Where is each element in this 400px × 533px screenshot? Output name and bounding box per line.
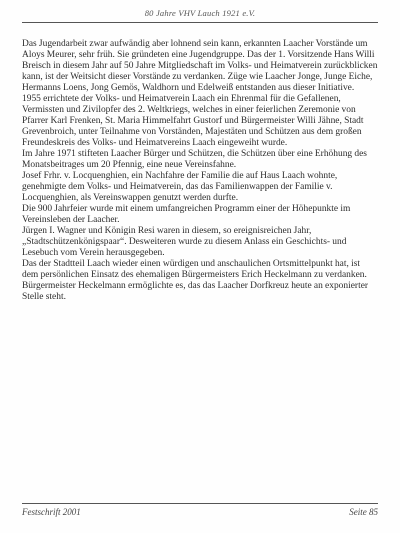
paragraph: Josef Frhr. v. Locquenghien, ein Nachfahre der Familie die auf Haus Laach wohnte, genehmigte dem Volks- und Heimatverein, das das Familienwappen der Familie v. Locquenghien, als Vereinswappen genutzt werden durfte. <box>22 171 338 203</box>
paragraph: 1955 errichtete der Volks- und Heimatverein Laach ein Ehrenmal für die Gefallenen, Vermissten und Zivilopfer des 2. Weltkriegs, welches in einer feierlichen Zeremonie von Pfarrer Karl Frenken, St. Maria Himmelfahrt Gustorf und Bürgermeister Willi Jähne, Stadt Grevenbroich, unter Teilnahme von Vorständen, Majestäten und Schützen aus dem großen Freundeskreis des Volks- und Heimatvereins Laach eingeweiht wurde. <box>22 94 364 148</box>
page-number: Seite 85 <box>349 507 378 517</box>
paragraph: Die 900 Jahrfeier wurde mit einem umfangreichen Programm einer der Höhepunkte im Vereinsleben der Laacher. <box>22 204 351 225</box>
running-header: 80 Jahre VHV Lauch 1921 e.V. <box>144 8 256 18</box>
paragraph: Das der Stadtteil Laach wieder einen würdigen und anschaulichen Ortsmittelpunkt hat, ist dem persönlichen Einsatz des ehemaligen Bürgermeisters Erich Heckelmann zu verdanken. Bürgermeister Heckelmann ermöglichte es, das das Laacher Dorfkreuz heute an exponierter Stelle steht. <box>22 259 369 302</box>
footer-rule <box>22 503 378 504</box>
paragraph: Jürgen I. Wagner und Königin Resi waren in diesem, so ereignisreichen Jahr, „Stadtschützenkönigspaar“. Desweiteren wurde zu diesem Anlass ein Geschichts- und Lesebuch vom Verein herausgegeben. <box>22 226 347 258</box>
paragraph: Im Jahre 1971 stifteten Laacher Bürger und Schützen, die Schützen über eine Erhöhung des Monatsbeitrages um 20 Pfennig, eine neue Vereinsfahne. <box>22 149 367 170</box>
footer-publication: Festschrift 2001 <box>22 507 81 517</box>
header-rule <box>22 22 378 23</box>
paragraph: Das Jugendarbeit zwar aufwändig aber lohnend sein kann, erkannten Laacher Vorstände um Aloys Meurer, sehr früh. Sie gründeten eine Jugendgruppe. Das der 1. Vorsitzende Hans Willi Breisch in diesem Jahr auf 50 Jahre Mitgliedschaft im Volks- und Heimatverein zurückblicken kann, ist der Weitsicht dieser Vorstände zu verdanken. Züge wie Laacher Jonge, Junge Eiche, Hermanns Loens, Jong Gemös, Waldhorn und Edelweiß entstanden aus dieser Initiative. <box>22 39 378 93</box>
body-text <box>22 39 378 303</box>
